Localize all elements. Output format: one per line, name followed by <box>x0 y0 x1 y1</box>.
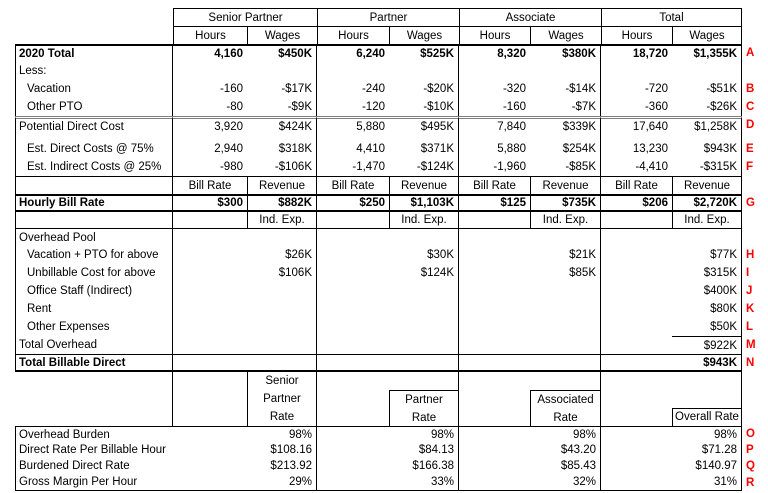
header-sp-revenue: Revenue <box>247 176 317 194</box>
cell-p-value: $84.13 <box>317 442 459 458</box>
rate-header-box <box>530 390 600 426</box>
header-partner-rate <box>389 372 459 426</box>
cell-a-hours: -320 <box>502 83 526 95</box>
cell-p-wages: $495K <box>389 116 459 134</box>
cell-p-hours <box>317 62 389 80</box>
cell-label: Potential Direct Cost <box>15 116 173 134</box>
rate-header-line: Rate <box>553 412 578 424</box>
cell-p-value: 33% <box>317 474 459 491</box>
cell-a-bill-rate: $125 <box>459 194 530 212</box>
group-header-row <box>15 8 768 26</box>
header-t-wages: Wages <box>672 26 742 44</box>
cell-p-wages: $30K <box>389 246 459 264</box>
cell-a-hours <box>459 318 530 336</box>
row-overhead-pool <box>15 228 768 246</box>
cell-sp-wages: $26K <box>247 246 317 264</box>
subheader-row <box>15 26 768 44</box>
cell-sp-wages <box>247 282 317 300</box>
cell-sp-value: $213.92 <box>173 458 317 474</box>
row-letter: K <box>746 303 755 315</box>
cell-label: Less: <box>15 62 173 80</box>
cell-sp-hours <box>173 354 247 372</box>
cell-p-hours <box>317 372 389 426</box>
cell-label <box>15 212 173 228</box>
row-letter: D <box>746 119 755 131</box>
header-a-wages: Wages <box>530 26 601 44</box>
cell-a-wages <box>530 354 601 372</box>
cell-t-wages <box>672 62 742 80</box>
row-letter: E <box>746 143 754 155</box>
cell-t-hours <box>601 300 672 318</box>
cell-a-wages: -$14K <box>530 80 601 98</box>
cell-p-revenue: $1,103K <box>389 194 459 212</box>
header-senior-partner-rate <box>247 372 317 426</box>
cell-t-hours <box>601 372 672 426</box>
cell-sp-wages <box>247 228 317 246</box>
cell-label: Other PTO <box>15 98 173 116</box>
header-sp-wages: Wages <box>247 26 317 44</box>
row-total-billable-direct <box>15 354 768 372</box>
cell-a-hours <box>459 300 530 318</box>
corner-blank-cell <box>15 8 173 26</box>
cell-a-hours <box>459 228 530 246</box>
cell-label: Other Expenses <box>15 318 173 336</box>
cell-a-hours: 8,320 <box>459 44 530 62</box>
cell-a-hours <box>459 354 530 372</box>
cell-label: Gross Margin Per Hour <box>15 474 173 491</box>
cell-a-ind-exp: Ind. Exp. <box>530 212 601 228</box>
cell-p-hours <box>317 300 389 318</box>
cell-sp-hours: -160 <box>219 83 243 95</box>
row-burdened-direct-rate <box>15 458 768 474</box>
cell-t-wages: $943K <box>672 140 742 158</box>
cell-sp-revenue: $882K <box>247 194 317 212</box>
row-letter: O <box>746 428 755 440</box>
row-letter: B <box>746 83 755 95</box>
cell-t-wages <box>672 228 742 246</box>
cell-a-hours: -1,960 <box>493 161 526 173</box>
indirect-expense-header-row <box>15 212 768 228</box>
cell-t-wages: $315K <box>672 264 742 282</box>
cell-label: Total Overhead <box>15 336 173 354</box>
group-partner: Partner <box>317 8 459 26</box>
cell-a-hours: 5,880 <box>497 143 526 155</box>
cell-a-hours: -160 <box>502 101 526 113</box>
cell-sp-value: 98% <box>173 426 317 442</box>
cell-t-value: 31% <box>601 474 742 491</box>
row-office-staff <box>15 282 768 300</box>
cell-sp-wages <box>247 62 317 80</box>
row-letter: G <box>746 197 755 209</box>
cell-a-wages <box>530 336 601 354</box>
rate-header-line: Partner <box>263 393 301 405</box>
cell-t-hours <box>601 336 672 354</box>
cell-sp-wages: $424K <box>247 116 317 134</box>
row-hourly-bill-rate <box>15 194 768 212</box>
cell-t-hours <box>601 264 672 282</box>
cell-p-hours <box>317 228 389 246</box>
cell-t-wages: -$51K <box>672 80 742 98</box>
cell-t-hours <box>601 282 672 300</box>
cell-label: Overhead Burden <box>15 426 173 442</box>
cell-p-hours <box>317 354 389 372</box>
cell-a-hours <box>459 372 530 426</box>
cell-t-wages: $77K <box>672 246 742 264</box>
row-letter <box>742 62 768 80</box>
cell-a-wages: $254K <box>530 140 601 158</box>
row-letter: Q <box>746 460 755 472</box>
cell-label: Unbillable Cost for above <box>15 264 173 282</box>
letter-spacer <box>742 212 768 228</box>
cell-sp-wages <box>247 318 317 336</box>
cell-t-wages: $400K <box>672 282 742 300</box>
cell-a-wages <box>530 282 601 300</box>
cell-sp-bill-rate: $300 <box>173 194 247 212</box>
cell-p-hours: 4,410 <box>356 143 385 155</box>
row-letter: L <box>746 321 754 333</box>
cell-t-hours <box>601 318 672 336</box>
cell-sp-hours <box>173 246 247 264</box>
cell-p-hours: -1,470 <box>352 161 385 173</box>
cell-sp-value: 29% <box>173 474 317 491</box>
cell-t-hours <box>601 246 672 264</box>
header-a-bill-rate: Bill Rate <box>459 176 530 194</box>
cell-t-wages: $922K <box>672 336 742 354</box>
cell-t-bill-rate: $206 <box>601 194 672 212</box>
cell-sp-value: $108.16 <box>173 442 317 458</box>
header-sp-hours: Hours <box>173 26 247 44</box>
cell-sp-ind-exp: Ind. Exp. <box>247 212 317 228</box>
cell-t-wages: $943K <box>672 354 742 372</box>
header-p-bill-rate: Bill Rate <box>317 176 389 194</box>
cell-a-wages <box>530 228 601 246</box>
letter-spacer <box>742 8 768 26</box>
cell-p-hours: 6,240 <box>317 44 389 62</box>
header-sp-bill-rate: Bill Rate <box>173 176 247 194</box>
cell-a-wages: $21K <box>530 246 601 264</box>
cell-sp-hours <box>173 264 247 282</box>
header-t-revenue: Revenue <box>672 176 742 194</box>
cell-a-wages: $339K <box>530 116 601 134</box>
cell-p-value: 98% <box>317 426 459 442</box>
cell-sp-hours <box>173 318 247 336</box>
cell-label: Est. Indirect Costs @ 25% <box>15 158 173 176</box>
header-p-revenue: Revenue <box>389 176 459 194</box>
cell-sp-wages: $450K <box>247 44 317 62</box>
row-overhead-burden <box>15 426 768 442</box>
cell-label: Total Billable Direct <box>15 354 173 372</box>
letter-spacer <box>742 26 768 44</box>
cell-p-value: $166.38 <box>317 458 459 474</box>
cell-a-revenue: $735K <box>530 194 601 212</box>
header-overall-rate <box>672 372 742 426</box>
cell-sp-hours <box>173 282 247 300</box>
rate-header-line: Rate <box>411 412 437 424</box>
cell-t-wages: $80K <box>672 300 742 318</box>
cell-p-hours <box>317 282 389 300</box>
row-letter: R <box>746 476 755 489</box>
bill-rate-header-row <box>15 176 768 194</box>
cell-t-value: $140.97 <box>601 458 742 474</box>
row-rent <box>15 300 768 318</box>
cell-sp-wages: $106K <box>247 264 317 282</box>
cell-a-hours <box>459 336 530 354</box>
group-total: Total <box>601 8 742 26</box>
cell-t-hours <box>601 354 672 372</box>
header-a-revenue: Revenue <box>530 176 601 194</box>
cell-p-hours <box>317 264 389 282</box>
cell-a-hours <box>459 212 530 228</box>
cell-p-wages: -$20K <box>389 80 459 98</box>
cell-sp-hours: 3,920 <box>173 116 247 134</box>
cell-t-hours: 13,230 <box>632 143 668 155</box>
cell-a-wages: -$7K <box>530 98 601 116</box>
cell-sp-hours: 4,160 <box>173 44 247 62</box>
cell-p-wages <box>389 318 459 336</box>
cell-a-value: $43.20 <box>459 442 601 458</box>
cell-a-hours <box>459 246 530 264</box>
cell-p-hours <box>317 246 389 264</box>
cell-t-hours <box>601 212 672 228</box>
cell-sp-hours: -980 <box>219 161 243 173</box>
cell-t-hours: 18,720 <box>601 44 672 62</box>
cell-p-wages <box>389 282 459 300</box>
cell-sp-wages: -$106K <box>247 158 317 176</box>
cell-label: Vacation + PTO for above <box>15 246 173 264</box>
row-potential-direct-cost <box>15 116 768 134</box>
row-total-overhead <box>15 336 768 354</box>
cell-t-hours <box>601 228 672 246</box>
cell-a-hours <box>459 264 530 282</box>
row-direct-rate <box>15 442 768 458</box>
cell-label: Direct Rate Per Billable Hour <box>15 442 173 458</box>
cell-p-hours <box>317 212 389 228</box>
cell-a-wages: -$85K <box>530 158 601 176</box>
row-letter: N <box>746 357 755 369</box>
row-letter: M <box>746 339 756 351</box>
row-letter: P <box>746 444 754 456</box>
row-less <box>15 62 768 80</box>
cell-sp-hours <box>173 212 247 228</box>
cell-sp-hours <box>173 372 247 426</box>
cell-t-wages: -$26K <box>672 98 742 116</box>
cell-t-ind-exp: Ind. Exp. <box>672 212 742 228</box>
cell-a-wages: $380K <box>530 44 601 62</box>
cell-t-wages: $1,258K <box>672 116 742 134</box>
cell-p-wages <box>389 354 459 372</box>
cell-p-wages: -$124K <box>389 158 459 176</box>
cell-a-hours: 7,840 <box>459 116 530 134</box>
cell-sp-wages <box>247 336 317 354</box>
cell-label <box>15 372 173 426</box>
header-a-hours: Hours <box>459 26 530 44</box>
cell-t-wages: $50K <box>672 318 742 336</box>
cell-sp-hours <box>173 300 247 318</box>
cell-t-value: 98% <box>601 426 742 442</box>
letter-spacer <box>742 176 768 194</box>
row-letter: J <box>746 285 753 297</box>
row-letter: A <box>746 47 755 59</box>
cell-a-wages <box>530 318 601 336</box>
cell-p-hours <box>317 318 389 336</box>
cell-label: Burdened Direct Rate <box>15 458 173 474</box>
group-senior-partner: Senior Partner <box>173 8 317 26</box>
cell-p-wages <box>389 62 459 80</box>
letter-spacer <box>742 372 768 426</box>
cell-sp-wages: -$17K <box>247 80 317 98</box>
cell-sp-hours <box>173 228 247 246</box>
cell-p-ind-exp: Ind. Exp. <box>389 212 459 228</box>
cell-label: Hourly Bill Rate <box>15 194 173 212</box>
row-letter: H <box>746 249 755 261</box>
row-other-expenses <box>15 318 768 336</box>
cell-label: Est. Direct Costs @ 75% <box>15 140 173 158</box>
row-vacation <box>15 80 768 98</box>
cell-a-wages: $85K <box>530 264 601 282</box>
header-t-bill-rate: Bill Rate <box>601 176 672 194</box>
cell-p-wages: -$10K <box>389 98 459 116</box>
cell-p-wages <box>389 300 459 318</box>
cell-t-value: $71.28 <box>601 442 742 458</box>
cell-label: Overhead Pool <box>15 228 173 246</box>
cell-sp-hours: 2,940 <box>214 143 243 155</box>
group-associate: Associate <box>459 8 601 26</box>
rate-header-box <box>389 390 458 426</box>
cell-p-wages: $371K <box>389 140 459 158</box>
cell-a-value: $85.43 <box>459 458 601 474</box>
cell-p-hours: -120 <box>361 101 385 113</box>
cell-t-hours <box>601 62 672 80</box>
cell-a-wages <box>530 300 601 318</box>
cell-p-hours: 5,880 <box>317 116 389 134</box>
cell-p-hours: -240 <box>361 83 385 95</box>
row-other-pto <box>15 98 768 116</box>
cell-label: 2020 Total <box>15 44 173 62</box>
cell-p-wages: $124K <box>389 264 459 282</box>
cell-a-value: 98% <box>459 426 601 442</box>
header-p-wages: Wages <box>389 26 459 44</box>
rate-header-line: Senior <box>265 375 299 387</box>
cell-sp-wages <box>247 300 317 318</box>
cell-t-hours: -360 <box>644 101 668 113</box>
rate-header-line: Rate <box>269 411 295 423</box>
cell-sp-wages <box>247 354 317 372</box>
row-2020-total <box>15 44 768 62</box>
cell-a-hours <box>459 282 530 300</box>
cell-label: Office Staff (Indirect) <box>15 282 173 300</box>
cell-sp-hours <box>173 62 247 80</box>
cell-p-wages <box>389 228 459 246</box>
corner-blank-cell <box>15 26 173 44</box>
cell-sp-wages: -$9K <box>247 98 317 116</box>
row-letter: F <box>746 161 754 173</box>
row-est-indirect-costs <box>15 158 768 176</box>
row-letter: C <box>746 101 755 113</box>
rate-header-line: Partner <box>405 394 443 406</box>
cell-sp-hours <box>173 336 247 354</box>
header-p-hours: Hours <box>317 26 389 44</box>
rate-header-block <box>15 372 768 426</box>
cell-t-revenue: $2,720K <box>672 194 742 212</box>
cell-t-wages: $1,355K <box>672 44 742 62</box>
cell-sp-wages: $318K <box>247 140 317 158</box>
cell-p-hours <box>317 336 389 354</box>
header-associate-rate <box>530 372 601 426</box>
cell-t-hours: 17,640 <box>601 116 672 134</box>
cell-label <box>15 176 173 194</box>
row-letter: I <box>746 267 750 279</box>
cell-a-hours <box>459 62 530 80</box>
cell-t-hours: -4,410 <box>635 161 668 173</box>
header-t-hours: Hours <box>601 26 672 44</box>
rate-header-line: Associated <box>537 394 594 406</box>
row-unbillable-cost-above <box>15 264 768 282</box>
cell-p-wages: $525K <box>389 44 459 62</box>
cell-p-wages <box>389 336 459 354</box>
cell-t-hours: -720 <box>644 83 668 95</box>
row-gross-margin <box>15 474 768 491</box>
row-est-direct-costs <box>15 140 768 158</box>
cell-label: Rent <box>15 300 173 318</box>
letter-spacer <box>742 228 768 246</box>
cell-sp-hours: -80 <box>226 101 243 113</box>
rate-header-box: Overall Rate <box>672 408 741 426</box>
row-vacation-pto-above <box>15 246 768 264</box>
cell-label: Vacation <box>15 80 173 98</box>
cell-a-value: 32% <box>459 474 601 491</box>
cell-a-wages <box>530 62 601 80</box>
cell-p-bill-rate: $250 <box>317 194 389 212</box>
cell-t-wages: -$315K <box>672 158 742 176</box>
